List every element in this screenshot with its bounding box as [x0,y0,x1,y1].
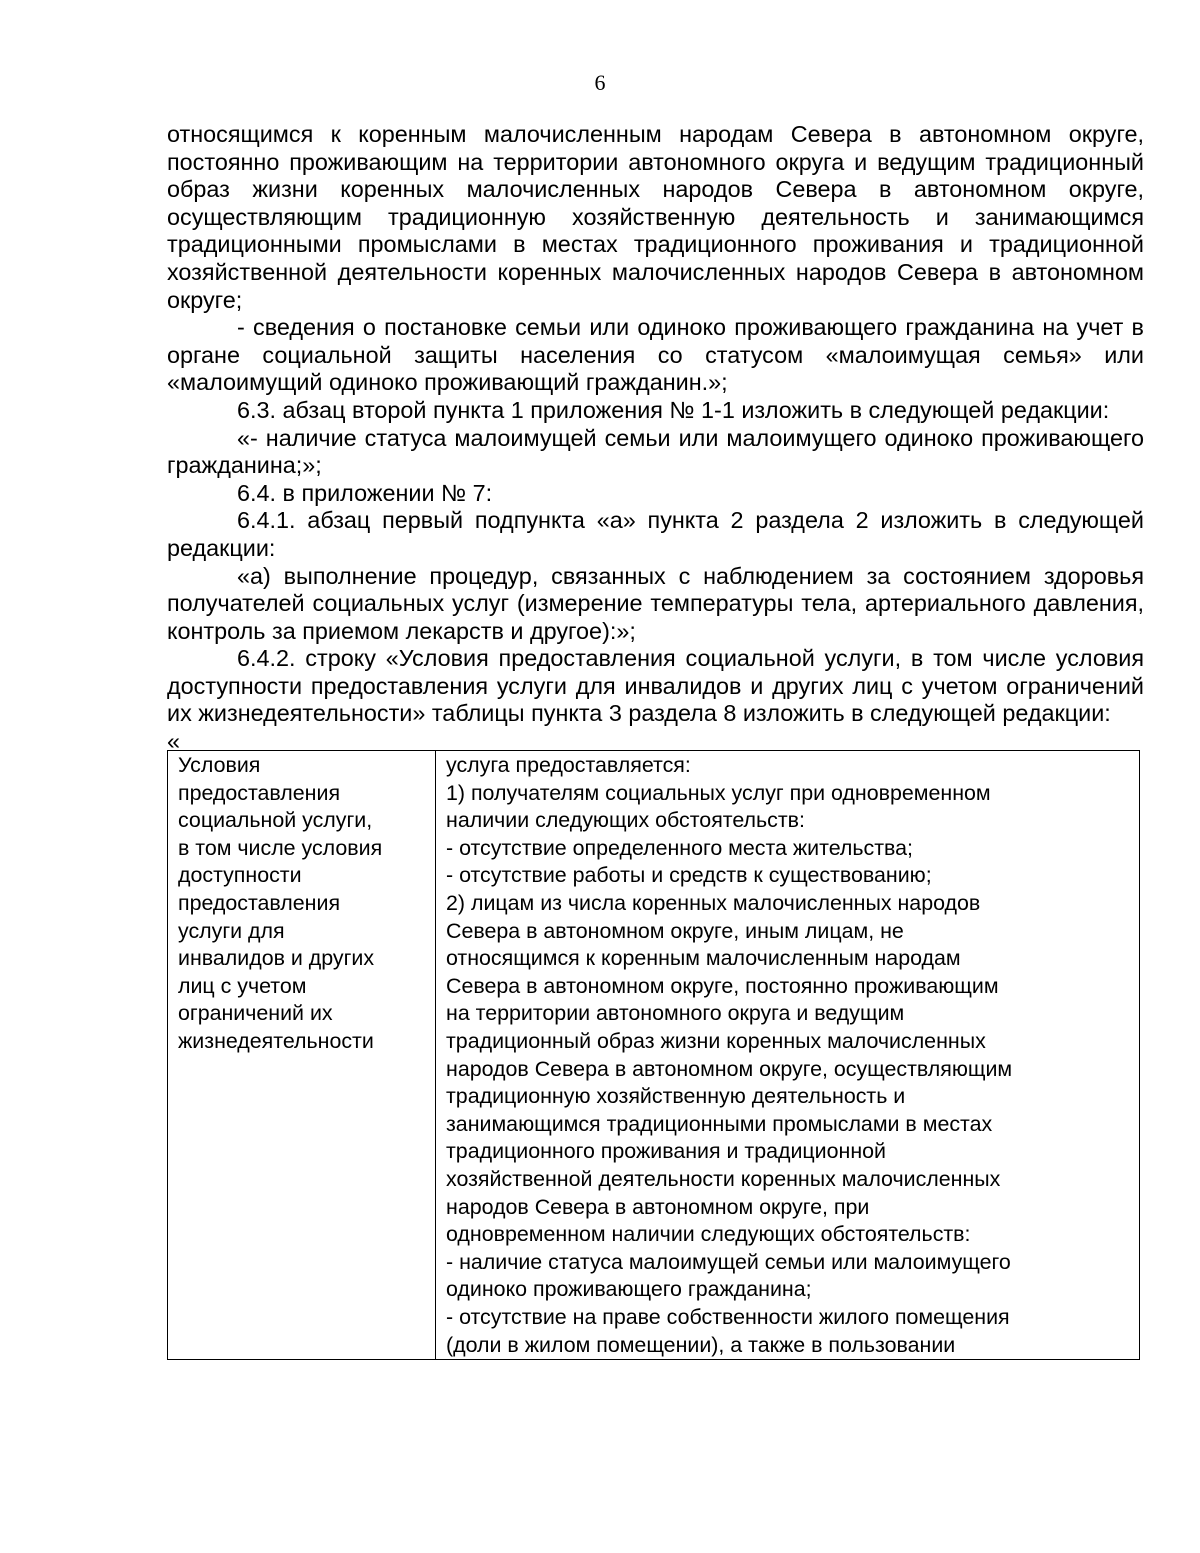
cell-line: Севера в автономном округе, иным лицам, не [446,918,904,943]
cell-line: традиционного проживания и традиционной [446,1139,886,1164]
cell-line: - отсутствие работы и средств к существованию; [446,863,932,888]
cell-line: в том числе условия [178,835,383,860]
paragraph: 6.3. абзац второй пункта 1 приложения № 1-1 изложить в следующей редакции: [237,396,1110,423]
conditions-table [167,750,1140,1360]
cell-line: народов Севера в автономном округе, при [446,1194,870,1219]
paragraph: 6.4. в приложении № 7: [237,479,493,506]
paragraph: относящимся к коренным малочисленным народам Севера в автономном округе, постоянно проживающим на территории автономного округа и ведущим традиционный образ жизни коренных малочисленных народов Севера в автономном округе, осуществляющим традиционную хозяйственную деятельность и занимающимся традиционными промыслами в местах традиционного проживания и традиционной хозяйственной деятельности коренных малочисленных народов Севера в автономном округе; [167,121,1144,313]
cell-line: ограничений их [178,1001,333,1026]
cell-line: на территории автономного округа и ведущим [446,1001,905,1026]
cell-line: хозяйственной деятельности коренных малочисленных [446,1166,1001,1191]
paragraph: - сведения о постановке семьи или одиноко проживающего гражданина на учет в органе социальной защиты населения со статусом «малоимущая семья» или «малоимущий одиноко проживающий гражданин.»; [167,314,1144,396]
cell-line: народов Севера в автономном округе, осуществляющим [446,1056,1013,1081]
table-row [168,751,1140,1360]
paragraph: 6.4.1. абзац первый подпункта «а» пункта 2 раздела 2 изложить в следующей редакции: [167,507,1144,561]
cell-line: инвалидов и других [178,946,375,971]
table-cell-content [436,751,1140,1360]
paragraph: «а) выполнение процедур, связанных с наблюдением за состоянием здоровья получателей социальных услуг (измерение температуры тела, артериального давления, контроль за приемом лекарств и другое):»; [167,562,1144,644]
cell-line: - наличие статуса малоимущей семьи или малоимущего [446,1249,1011,1274]
cell-line: наличии следующих обстоятельств: [446,808,805,833]
cell-line: лиц с учетом [178,973,307,998]
cell-line: относящимся к коренным малочисленным народам [446,946,961,971]
cell-line: 2) лицам из числа коренных малочисленных народов [446,891,981,916]
cell-line: предоставления [178,891,341,916]
cell-line: одиноко проживающего гражданина; [446,1277,812,1302]
page-number: 6 [594,70,606,95]
cell-line: занимающимся традиционными промыслами в местах [446,1111,993,1136]
document-body [167,121,1144,1360]
cell-line: предоставления [178,780,341,805]
cell-line: Севера в автономном округе, постоянно проживающим [446,973,999,998]
cell-line: услуги для [178,918,285,943]
cell-line: - отсутствие определенного места жительства; [446,835,913,860]
cell-line: (доли в жилом помещении), а также в пользовании [446,1332,956,1357]
cell-line: - отсутствие на праве собственности жилого помещения [446,1304,1010,1329]
cell-line: Условия [178,753,261,778]
cell-line: социальной услуги, [178,808,373,833]
opening-quote-mark: « [167,728,181,755]
cell-line: жизнедеятельности [178,1029,374,1053]
cell-line: доступности [178,863,302,888]
cell-line: традиционную хозяйственную деятельность и [446,1084,906,1109]
cell-line: 1) получателям социальных услуг при одновременном [446,780,991,805]
cell-line: традиционный образ жизни коренных малочисленных [446,1029,986,1053]
paragraph: 6.4.2. строку «Условия предоставления социальной услуги, в том числе условия доступности предоставления услуги для инвалидов и других лиц с учетом ограничений их жизнедеятельности» таблицы пункта 3 раздела 8 изложить в следующей редакции: [167,645,1144,727]
cell-line: одновременном наличии следующих обстоятельств: [446,1222,971,1247]
paragraph: «- наличие статуса малоимущей семьи или малоимущего одиноко проживающего гражданина;»; [167,424,1144,479]
table-cell-label [168,751,436,1360]
cell-line: услуга предоставляется: [446,753,691,778]
